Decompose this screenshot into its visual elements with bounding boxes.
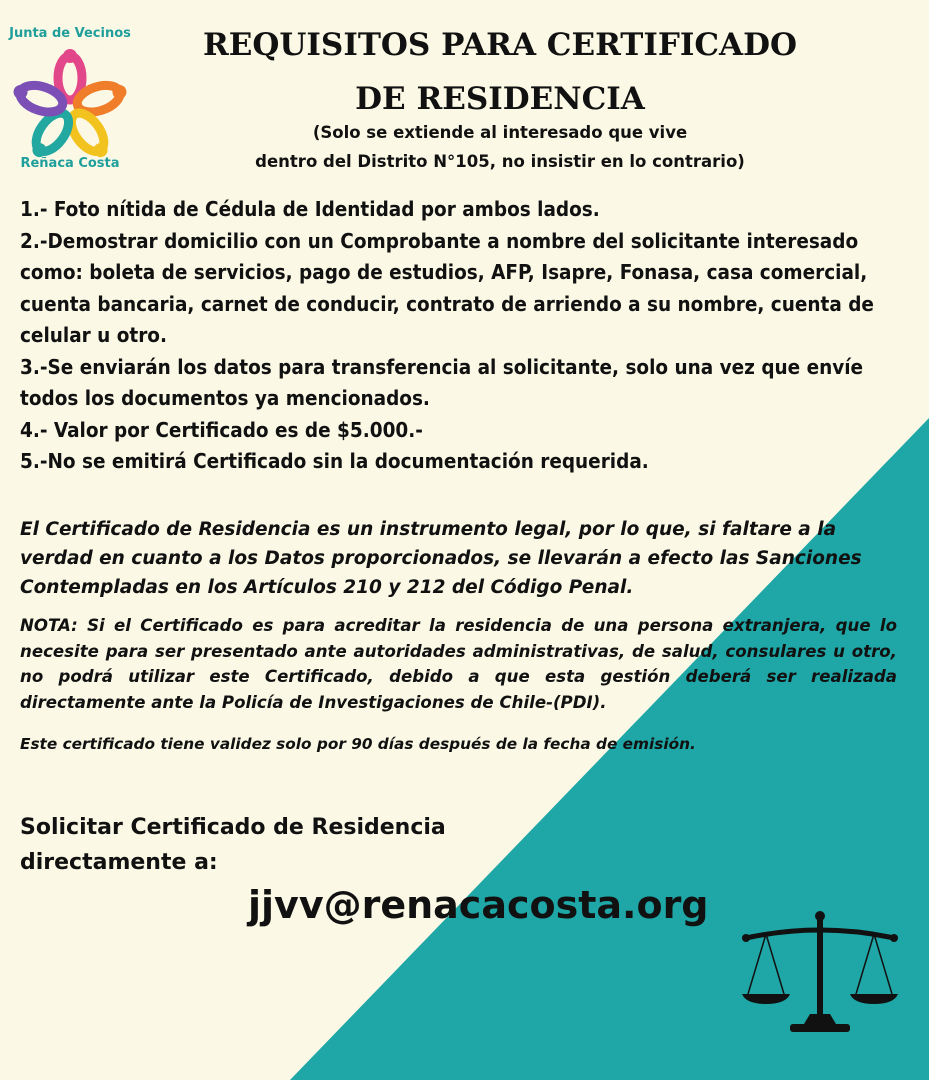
legal-notice: El Certificado de Residencia es un instrumento legal, por lo que, si faltare a la verdad en cuanto a los Datos proporcionados, se llevarán a efecto las Sanciones Contempladas en los Artículos 210 y 212 del Código Penal. bbox=[20, 519, 862, 598]
request-line-2: directamente a: bbox=[20, 850, 218, 875]
nota-paragraph: NOTA: Si el Certificado es para acreditar la residencia de una persona extranjera, que lo necesite para ser presentado ante autoridades administrativas, de salud, consulares u otro, no podrá utilizar este Certificado, debido a que esta gestión deberá ser realizada directamente ante la Policía de Investigaciones de Chile-(PDI). bbox=[20, 616, 897, 712]
requirement-item-3: 3.-Se enviarán los datos para transferencia al solicitante, solo una vez que envíe todos los documentos ya mencionados. bbox=[20, 354, 864, 410]
scales-of-justice-icon bbox=[738, 910, 908, 1040]
community-people-logo-icon bbox=[12, 48, 128, 166]
requirement-item-4: 4.- Valor por Certificado es de $5.000.- bbox=[20, 417, 423, 442]
request-line-1: Solicitar Certificado de Residencia bbox=[20, 815, 446, 840]
logo-top-text: Junta de Vecinos bbox=[9, 26, 131, 41]
page-title bbox=[150, 18, 850, 126]
page-subtitle bbox=[140, 118, 860, 176]
subtitle-line-2: dentro del Distrito N°105, no insistir en lo contrario) bbox=[255, 152, 745, 171]
logo-bottom-text: Reñaca Costa bbox=[20, 156, 120, 171]
contact-email-link[interactable]: jjvv@renacacosta.org bbox=[248, 883, 709, 927]
junta-de-vecinos-logo bbox=[0, 20, 140, 180]
subtitle-line-1: (Solo se extiende al interesado que vive bbox=[312, 123, 688, 142]
requirement-item-5: 5.-No se emitirá Certificado sin la documentación requerida. bbox=[20, 449, 649, 473]
requirements-list bbox=[20, 194, 900, 478]
title-line-1: REQUISITOS PARA CERTIFICADO bbox=[203, 27, 797, 63]
request-instructions bbox=[20, 810, 540, 880]
validity-notice: Este certificado tiene validez solo por 90 días después de la fecha de emisión. bbox=[20, 735, 696, 753]
requirement-item-1: 1.- Foto nítida de Cédula de Identidad por ambos lados. bbox=[20, 197, 600, 221]
requirement-item-2: 2.-Demostrar domicilio con un Comprobante a nombre del solicitante interesado como: boleta de servicios, pago de estudios, AFP, Isapre, Fonasa, casa comercial, cuenta bancaria, carnet de conducir, contrato de arriendo a su nombre, cuenta de celular u otro. bbox=[20, 228, 874, 347]
title-line-2: DE RESIDENCIA bbox=[355, 81, 645, 117]
